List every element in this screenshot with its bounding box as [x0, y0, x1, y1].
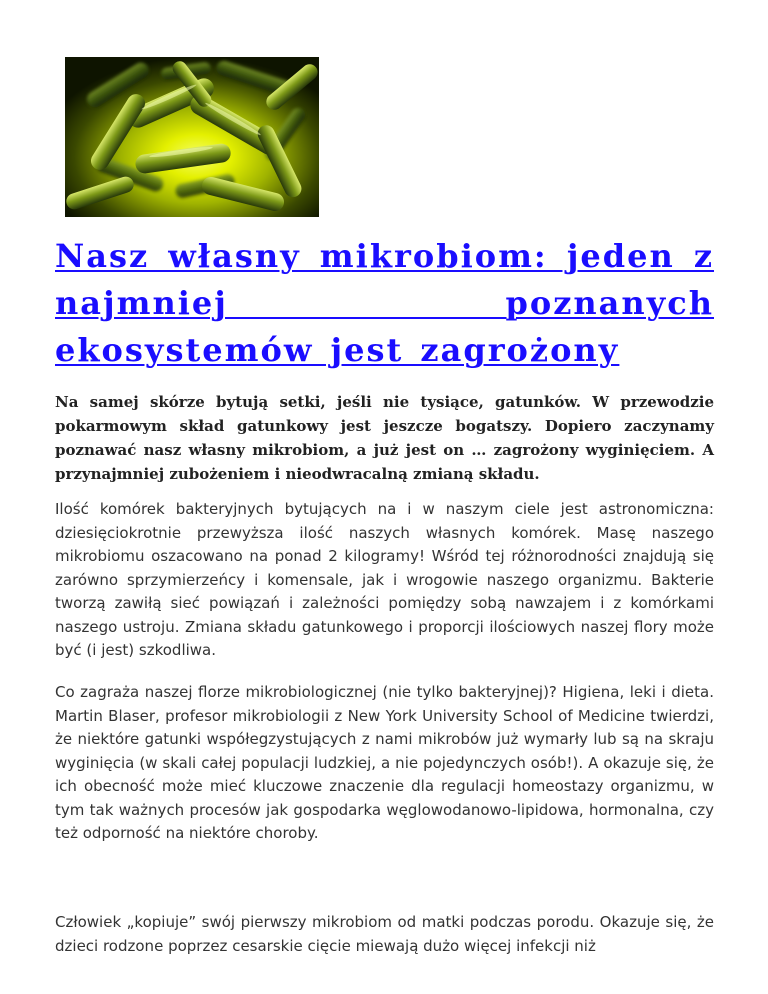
article-lead: Na samej skórze bytują setki, jeśli nie tysiące, gatunków. W przewodzie pokarmowym skład gatunkowy jest jeszcze bogatszy. Dopiero zaczynamy poznawać nasz własny mikrobiom, a już jest on … zagrożony wyginięciem. A przynajmniej zubożeniem i nieodwracalną zmianą składu.: [55, 393, 714, 483]
article-paragraph-1: Ilość komórek bakteryjnych bytujących na i w naszym ciele jest astronomiczna: dziesięciokrotnie przewyższa ilość naszych własnych komórek. Masę naszego mikrobiomu oszacowano na ponad 2 kilogramy! Wśród tej różnorodności znajdują się zarówno sprzymierzeńcy i komensale, jak i wrogowie naszego organizmu. Bakterie tworzą zawiłą sieć powiązań i zależności pomiędzy sobą nawzajem i z komórkami naszego ustroju. Zmiana składu gatunkowego i proporcji ilościowych naszej flory może być (i jest) szkodliwa.: [55, 500, 714, 659]
article-title[interactable]: [55, 233, 714, 374]
bacteria-illustration: [65, 57, 319, 217]
bacteria-image-icon: [65, 57, 319, 217]
article-title-link[interactable]: Nasz własny mikrobiom: jeden z najmniej poznanych ekosystemów jest zagrożony: [55, 237, 714, 369]
article-paragraph-2: Co zagraża naszej florze mikrobiologicznej (nie tylko bakteryjnej)? Higiena, leki i dieta. Martin Blaser, profesor mikrobiologii z New York University School of Medicine twierdzi, że niektóre gatunki współegzystujących z nami mikrobów już wymarły lub są na skraju wyginięcia (w skali całej populacji ludzkiej, a nie pojedynczych osób!). A okazuje się, że ich obecność może mieć kluczowe znaczenie dla regulacji homeostazy organizmu, w tym tak ważnych procesów jak gospodarka węglowodanowo-lipidowa, hormonalna, czy też odporność na niektóre choroby.: [55, 683, 714, 842]
article-paragraph-3: Człowiek „kopiuje” swój pierwszy mikrobiom od matki podczas porodu. Okazuje się, że dzieci rodzone poprzez cesarskie cięcie miewają dużo więcej infekcji niż: [55, 913, 714, 955]
